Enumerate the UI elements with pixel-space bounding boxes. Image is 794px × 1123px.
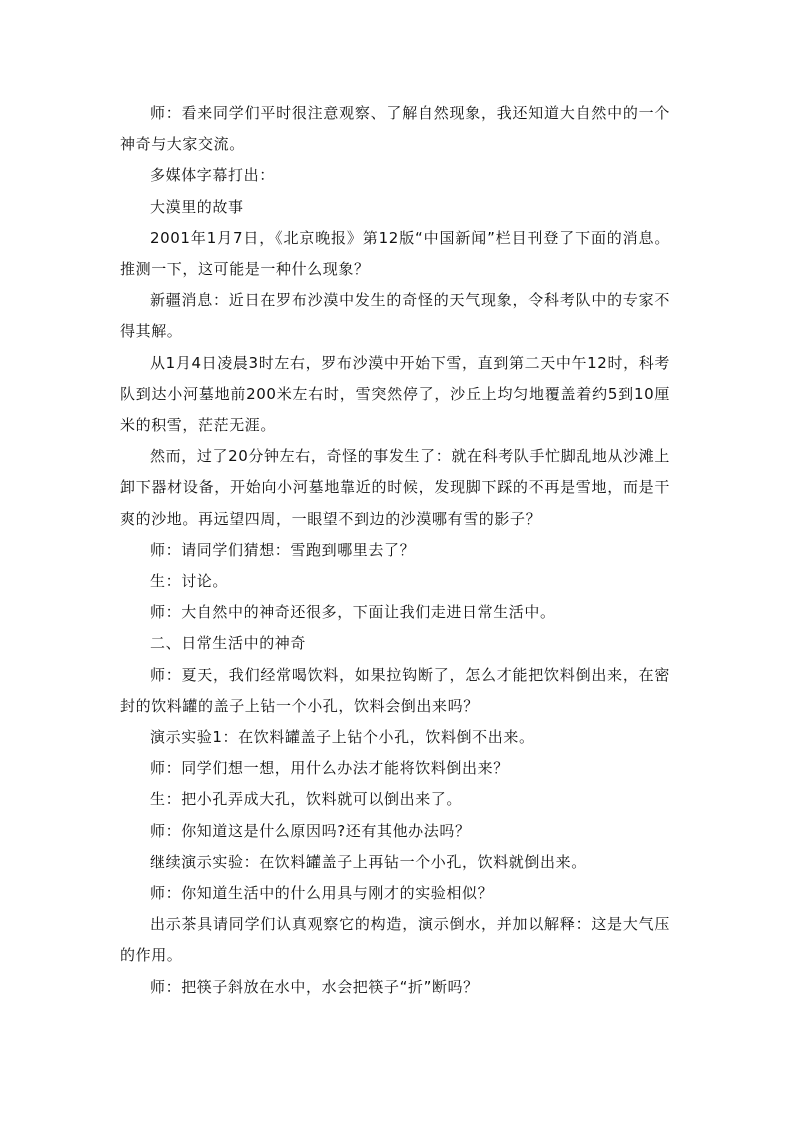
paragraph-xinjiang-news: 新疆消息：近日在罗布沙漠中发生的奇怪的天气现象，令科考队中的专家不得其解。 bbox=[120, 291, 670, 341]
paragraph-story-title: 大漠里的故事 bbox=[150, 197, 244, 216]
paragraph-student-discuss: 生：讨论。 bbox=[150, 572, 229, 591]
paragraph-teacher-daily-life: 师：大自然中的神奇还很多，下面让我们走进日常生活中。 bbox=[150, 603, 556, 622]
paragraph-snow-vanished: 然而，过了20分钟左右，奇怪的事发生了：就在科考队手忙脚乱地从沙滩上卸下器材设备，开始向小河墓地靠近的时候，发现脚下踩的不再是雪地，而是干爽的沙地。再远望四周，一眼望不到边的沙漠哪有雪的影子？ bbox=[120, 447, 670, 528]
section-heading-daily-life: 二、日常生活中的神奇 bbox=[150, 634, 307, 653]
paragraph-teacher-similar: 师：你知道生活中的什么用具与刚才的实验相似？ bbox=[150, 884, 494, 903]
paragraph-multimedia-caption: 多媒体字幕打出： bbox=[150, 166, 275, 185]
paragraph-teacher-guess: 师：请同学们猜想：雪跑到哪里去了？ bbox=[150, 540, 416, 559]
paragraph-student-answer: 生：把小孔弄成大孔，饮料就可以倒出来了。 bbox=[150, 790, 463, 809]
paragraph-teacher-think: 师：同学们想一想，用什么办法才能将饮料倒出来？ bbox=[150, 759, 509, 778]
paragraph-snowfall: 从1月4日凌晨3时左右，罗布沙漠中开始下雪，直到第二天中午12时，科考队到达小河墓地前200米左右时，雪突然停了，沙丘上均匀地覆盖着约5到10厘米的积雪，茫茫无涯。 bbox=[120, 353, 670, 435]
paragraph-teapot-demo: 出示茶具请同学们认真观察它的构造，演示倒水，并加以解释：这是大气压的作用。 bbox=[120, 915, 670, 965]
paragraph-experiment-continue: 继续演示实验：在饮料罐盖子上再钻一个小孔，饮料就倒出来。 bbox=[150, 852, 587, 871]
paragraph-teacher-intro: 师：看来同学们平时很注意观察、了解自然现象，我还知道大自然中的一个神奇与大家交流。 bbox=[120, 104, 670, 154]
paragraph-news-date: 2001年1月7日，《北京晚报》第12版“中国新闻”栏目刊登了下面的消息。推测一下，这可能是一种什么现象？ bbox=[120, 228, 670, 279]
paragraph-teacher-reason: 师：你知道这是什么原因吗?还有其他办法吗？ bbox=[150, 821, 471, 840]
paragraph-teacher-drink: 师：夏天，我们经常喝饮料，如果拉钩断了，怎么才能把饮料倒出来，在密封的饮料罐的盖子上钻一个小孔，饮料会倒出来吗？ bbox=[120, 665, 670, 715]
document-body bbox=[120, 98, 670, 1003]
paragraph-teacher-chopsticks: 师：把筷子斜放在水中，水会把筷子“折”断吗？ bbox=[150, 977, 479, 996]
paragraph-experiment-1: 演示实验1：在饮料罐盖子上钻个小孔，饮料倒不出来。 bbox=[150, 728, 535, 747]
